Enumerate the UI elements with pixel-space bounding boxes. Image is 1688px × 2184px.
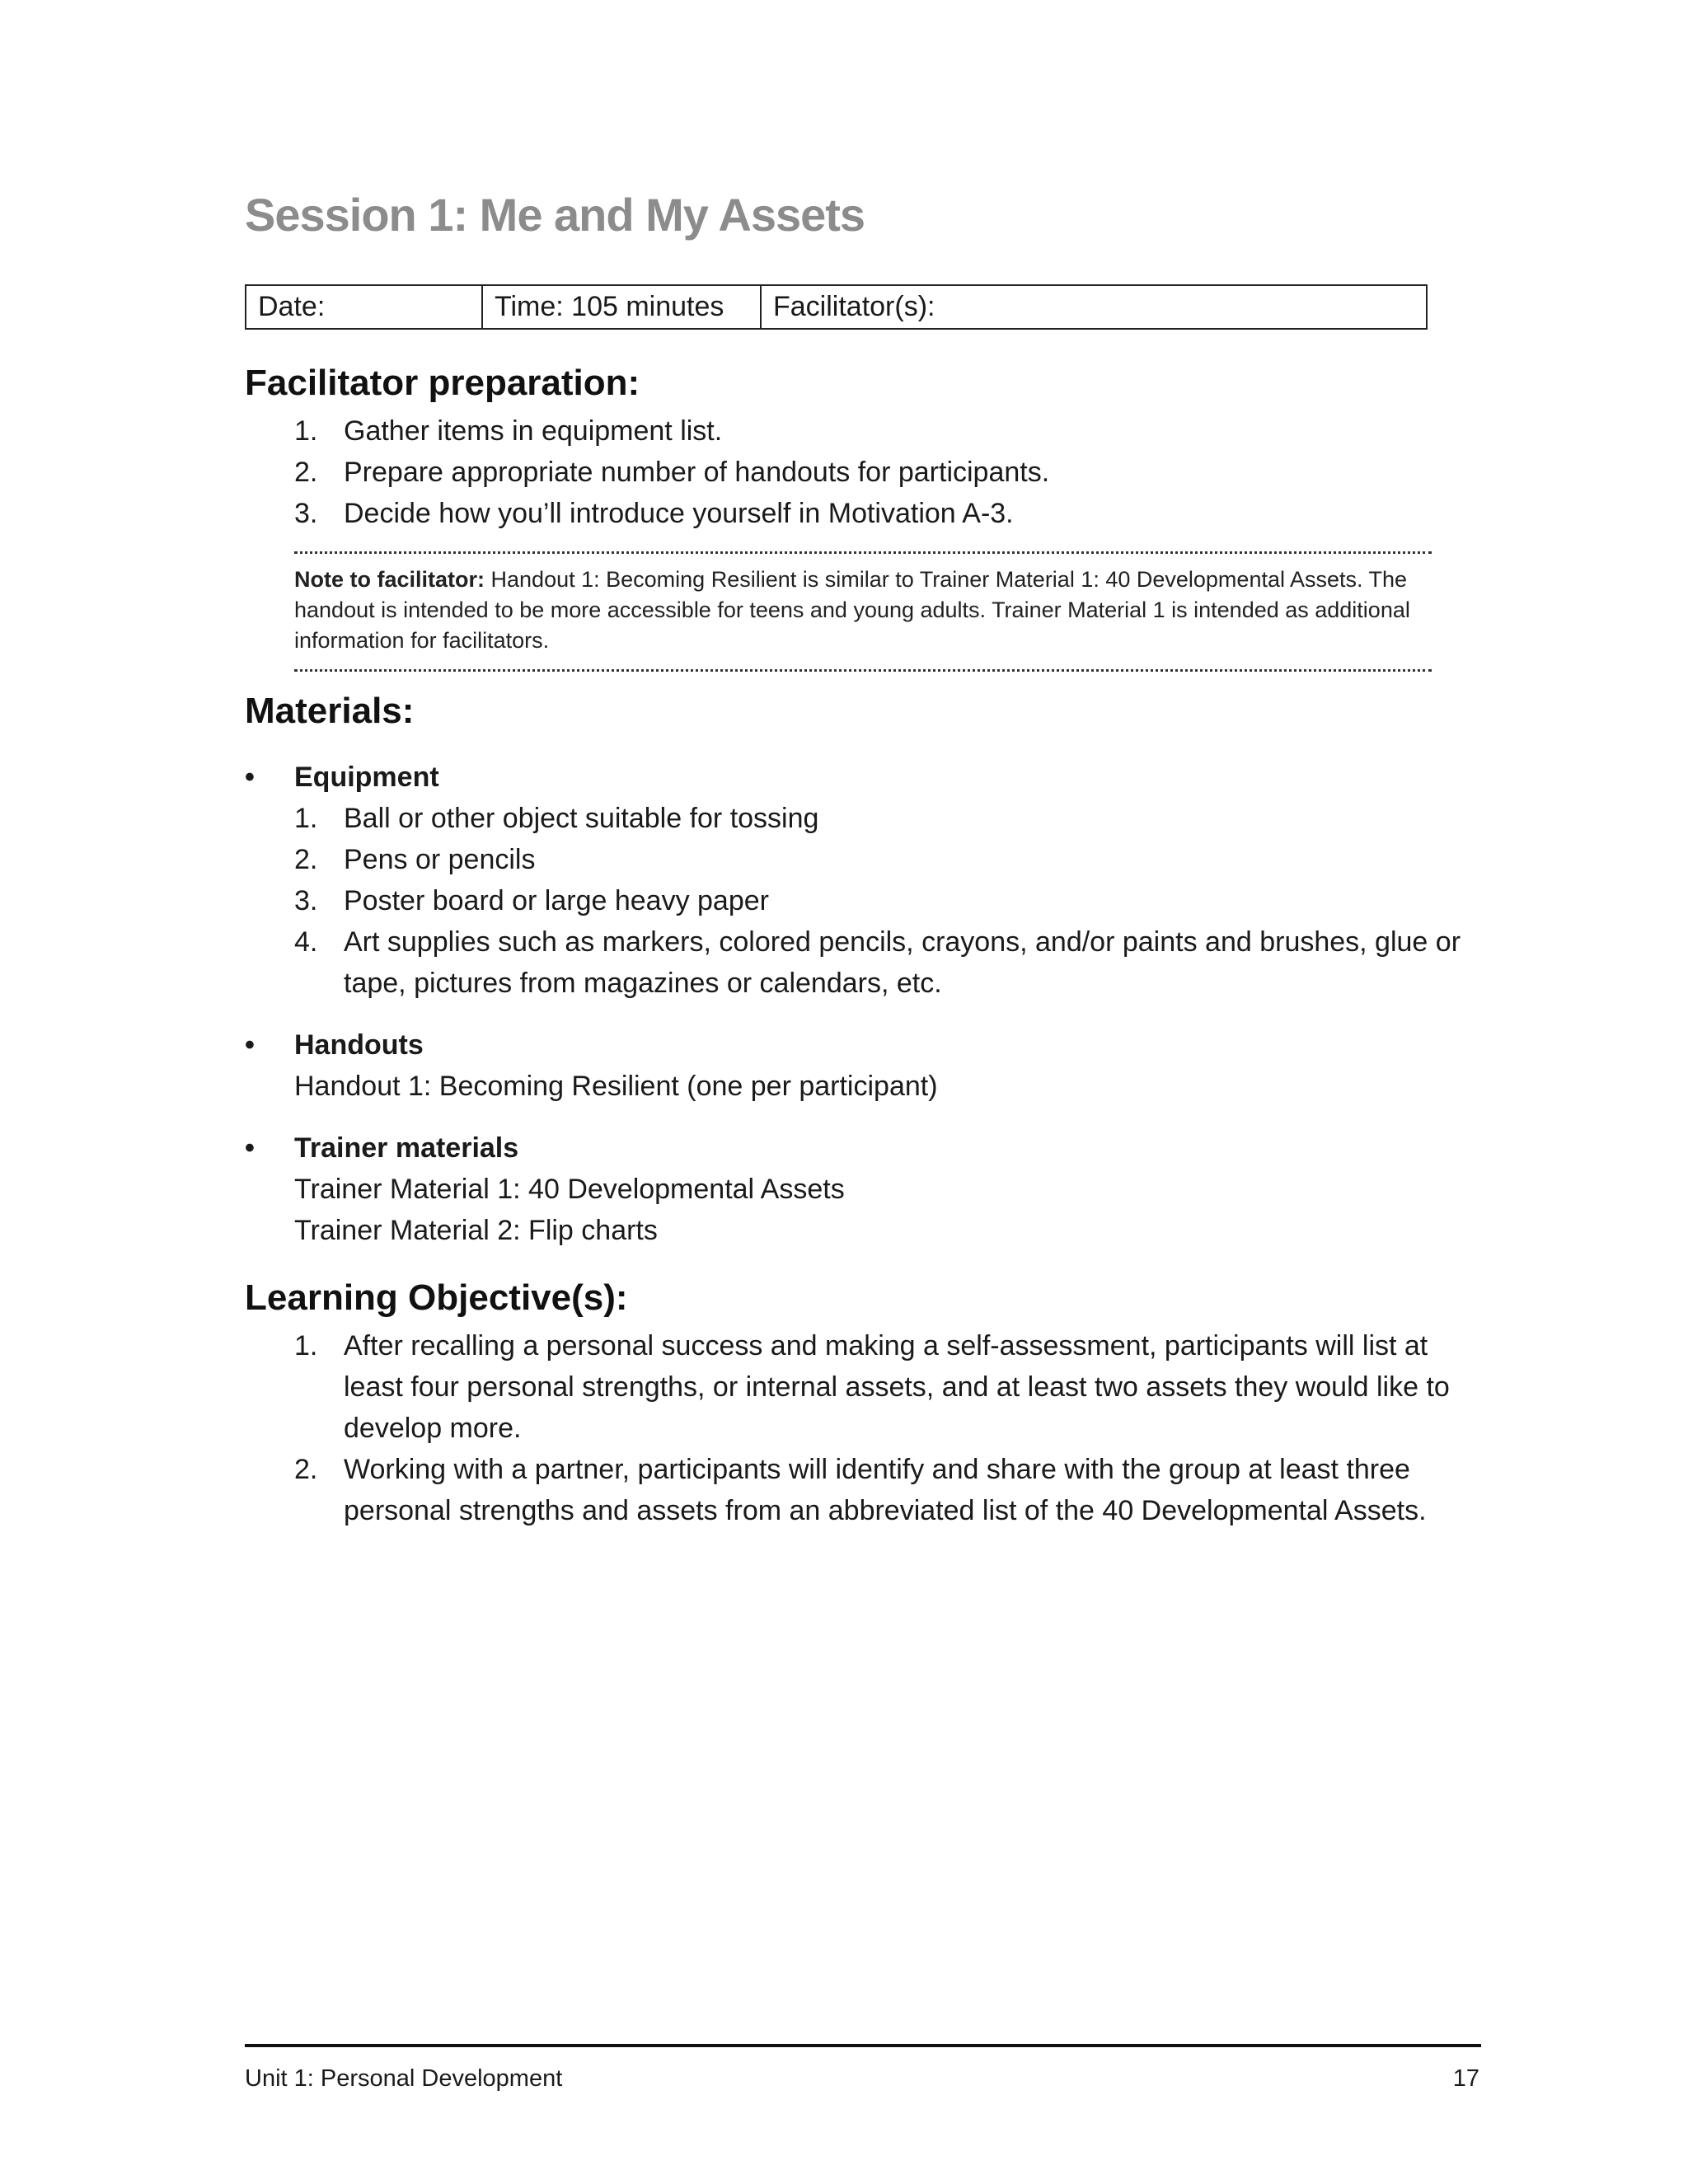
list-item: 1. Gather items in equipment list.: [294, 415, 723, 447]
note-text: Handout 1: Becoming Resilient is similar to Trainer Material 1: 40 Developmental Assets. The handout is intended to be more accessible for teens and young adults. Trainer Material 1 is intended as additional information for facilitators.: [294, 567, 1410, 653]
bullet-icon: •: [245, 1132, 255, 1164]
date-cell: Date:: [246, 286, 483, 328]
list-item: 2. Prepare appropriate number of handouts for participants.: [294, 457, 1050, 488]
equipment-heading: Equipment: [294, 762, 439, 793]
session-info-table: [245, 284, 1428, 330]
handouts-group: [245, 1024, 1465, 1107]
prep-list: [294, 410, 1465, 534]
facilitators-cell: Facilitator(s):: [773, 291, 935, 322]
list-item: 2. Working with a partner, participants will identify and share with the group at least three personal strengths and assets from an abbreviated list of the 40 Developmental Assets.: [294, 1454, 1427, 1526]
time-cell: Time: 105 minutes: [483, 286, 762, 328]
list-item: Trainer Material 1: 40 Developmental Assets: [294, 1174, 845, 1205]
trainer-heading: Trainer materials: [294, 1132, 519, 1164]
facilitator-note: [294, 551, 1432, 672]
handouts-heading: Handouts: [294, 1029, 424, 1061]
page-number: 17: [1452, 2065, 1479, 2092]
list-item: 4. Art supplies such as markers, colored pencils, crayons, and/or paints and brushes, glue or tape, pictures from magazines or calendars, etc.: [294, 926, 1461, 999]
footer-divider: [245, 2044, 1481, 2047]
materials-heading: Materials:: [245, 691, 415, 731]
equipment-group: [245, 757, 1465, 1004]
list-item: Handout 1: Becoming Resilient (one per participant): [294, 1071, 938, 1102]
trainer-materials-group: [245, 1127, 1465, 1251]
bullet-icon: •: [245, 762, 255, 793]
list-item: 2. Pens or pencils: [294, 844, 536, 875]
objectives-heading: Learning Objective(s):: [245, 1277, 628, 1318]
equipment-list: [294, 798, 1465, 1004]
note-label: Note to facilitator:: [294, 567, 485, 592]
list-item: 1. After recalling a personal success and making a self-assessment, participants will list at least four personal strengths, or internal assets, and at least two assets they would like to develop more.: [294, 1330, 1450, 1444]
list-item: 1. Ball or other object suitable for tossing: [294, 803, 819, 834]
bullet-icon: •: [245, 1029, 255, 1061]
prep-heading: Facilitator preparation:: [245, 363, 640, 403]
footer-unit: Unit 1: Personal Development: [245, 2065, 563, 2092]
list-item: 3. Poster board or large heavy paper: [294, 885, 769, 916]
objectives-list: [294, 1325, 1465, 1531]
list-item: 3. Decide how you’ll introduce yourself in Motivation A-3.: [294, 498, 1014, 529]
list-item: Trainer Material 2: Flip charts: [294, 1215, 658, 1246]
page-title: Session 1: Me and My Assets: [245, 189, 865, 241]
